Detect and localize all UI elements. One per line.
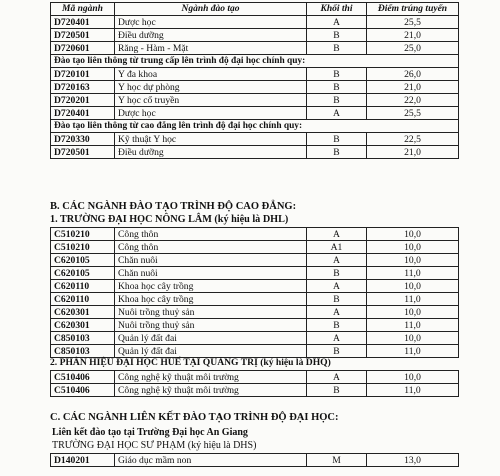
major-code: C620105 [51,267,115,280]
table-row [51,293,459,306]
major-code: D720501 [51,29,115,42]
major-code: C620301 [51,306,115,319]
admission-score: 11,0 [367,293,459,306]
table-row [51,241,459,254]
exam-block: A [307,371,367,384]
major-name: Công nghệ kỹ thuật môi trường [115,384,307,397]
table-row [51,16,459,29]
admission-score: 21,0 [367,81,459,94]
admission-score: 11,0 [367,267,459,280]
admission-score: 21,0 [367,29,459,42]
exam-block: B [307,133,367,146]
admission-score: 10,0 [367,241,459,254]
major-name: Điều dưỡng [115,29,307,42]
admission-score: 25,0 [367,42,459,55]
major-name: Chăn nuôi [115,254,307,267]
major-name: Dược học [115,107,307,120]
exam-block: A [307,306,367,319]
major-code: D720163 [51,81,115,94]
subsection-title: Đào tạo liên thông từ cao đẳng lên trình độ đại học chính quy: [51,120,459,133]
major-name: Dược học [115,16,307,29]
major-name: Quản lý đất đai [115,332,307,345]
header-major: Ngành đào tạo [115,3,307,16]
exam-block: A [307,228,367,241]
table-header-row [51,3,459,16]
major-code: C620110 [51,280,115,293]
exam-block: B [307,146,367,159]
table-row [51,371,459,384]
admission-score: 11,0 [367,319,459,332]
table-row [51,345,459,358]
exam-block: A [307,254,367,267]
major-code: C850103 [51,332,115,345]
major-name: Nuôi trồng thuỷ sản [115,319,307,332]
table-dhl [50,227,459,358]
major-name: Y đa khoa [115,68,307,81]
table-row [51,68,459,81]
exam-block: A [307,107,367,120]
admission-score: 25,5 [367,107,459,120]
major-name: Công nghệ kỹ thuật môi trường [115,371,307,384]
table-dhs [50,453,459,467]
table-row [51,280,459,293]
exam-block: B [307,267,367,280]
table-dhq [50,370,459,397]
subsection-title: Đào tạo liên thông từ trung cấp lên trình độ đại học chính quy: [51,55,459,68]
school-dhq-heading: 2. PHÂN HIỆU ĐẠI HỌC HUẾ TẠI QUẢNG TRỊ (ký hiệu là DHQ) [50,357,331,368]
table-row [51,267,459,280]
table-row [51,306,459,319]
section-c-line1: Liên kết đào tạo tại Trường Đại học An Giang [52,427,248,438]
table-row [51,146,459,159]
section-b-title: B. CÁC NGÀNH ĐÀO TẠO TRÌNH ĐỘ CAO ĐẲNG: [50,201,297,212]
table-row [51,228,459,241]
admission-score: 11,0 [367,345,459,358]
table-university-admission [50,2,459,159]
admission-score: 10,0 [367,306,459,319]
major-code: D720401 [51,16,115,29]
admission-score: 10,0 [367,332,459,345]
major-code: C510406 [51,371,115,384]
table-row [51,133,459,146]
major-code: C620105 [51,254,115,267]
admission-score: 11,0 [367,384,459,397]
table-row [51,42,459,55]
major-code: C620110 [51,293,115,306]
major-name: Công thôn [115,228,307,241]
major-code: D140201 [51,454,115,467]
major-code: C510406 [51,384,115,397]
major-name: Công thôn [115,241,307,254]
major-code: C510210 [51,228,115,241]
exam-block: B [307,293,367,306]
major-code: C620301 [51,319,115,332]
major-code: D720601 [51,42,115,55]
school-dhl-heading: 1. TRƯỜNG ĐẠI HỌC NÔNG LÂM (ký hiệu là DHL) [50,214,289,225]
section-c-title: C. CÁC NGÀNH LIÊN KẾT ĐÀO TẠO TRÌNH ĐỘ ĐẠI HỌC: [50,412,339,423]
exam-block: M [307,454,367,467]
admission-score: 10,0 [367,280,459,293]
major-name: Khoa học cây trồng [115,293,307,306]
admission-score: 21,0 [367,146,459,159]
admission-score: 22,5 [367,133,459,146]
table-row [51,81,459,94]
major-name: Chăn nuôi [115,267,307,280]
header-score: Điểm trúng tuyển [367,3,459,16]
major-name: Nuôi trồng thuỷ sản [115,306,307,319]
admission-score: 10,0 [367,254,459,267]
exam-block: A [307,332,367,345]
table-row [51,384,459,397]
major-name: Giáo dục mầm non [115,454,307,467]
exam-block: B [307,68,367,81]
major-name: Y học dự phòng [115,81,307,94]
exam-block: B [307,384,367,397]
major-name: Răng - Hàm - Mặt [115,42,307,55]
major-code: C510210 [51,241,115,254]
admission-score: 26,0 [367,68,459,81]
exam-block: A [307,16,367,29]
major-name: Khoa học cây trồng [115,280,307,293]
exam-block: B [307,345,367,358]
major-code: D720201 [51,94,115,107]
exam-block: B [307,81,367,94]
header-block: Khối thi [307,3,367,16]
major-name: Kỹ thuật Y học [115,133,307,146]
table-row [51,454,459,467]
major-name: Quản lý đất đai [115,345,307,358]
exam-block: B [307,94,367,107]
admission-score: 25,5 [367,16,459,29]
table-row [51,332,459,345]
table-row [51,319,459,332]
major-code: D720501 [51,146,115,159]
header-code: Mã ngành [51,3,115,16]
table-row [51,254,459,267]
exam-block: A1 [307,241,367,254]
admission-score: 22,0 [367,94,459,107]
exam-block: B [307,42,367,55]
school-dhs-heading: TRƯỜNG ĐẠI HỌC SƯ PHẠM (ký hiệu là DHS) [52,440,257,451]
subsection-row [51,120,459,133]
subsection-row [51,55,459,68]
admission-score: 13,0 [367,454,459,467]
exam-block: A [307,280,367,293]
table-row [51,94,459,107]
admission-score: 10,0 [367,228,459,241]
admission-score: 10,0 [367,371,459,384]
exam-block: B [307,29,367,42]
major-name: Y học cổ truyền [115,94,307,107]
exam-block: B [307,319,367,332]
major-code: D720101 [51,68,115,81]
major-code: C850103 [51,345,115,358]
major-name: Điều dưỡng [115,146,307,159]
major-code: D720401 [51,107,115,120]
table-row [51,107,459,120]
major-code: D720330 [51,133,115,146]
table-row [51,29,459,42]
